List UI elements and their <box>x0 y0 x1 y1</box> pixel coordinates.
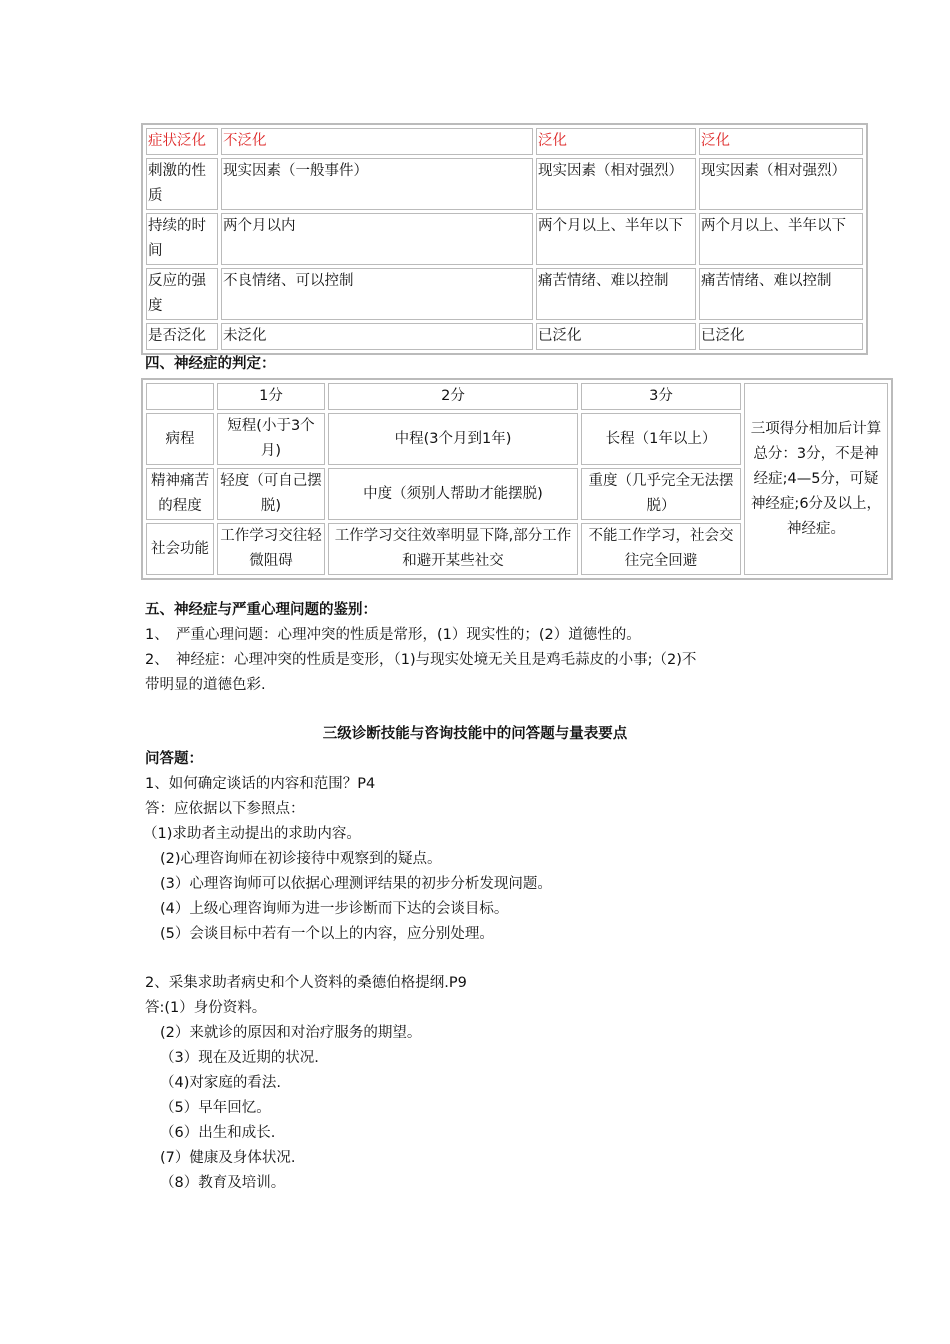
neurosis-scoring-table <box>141 378 893 580</box>
symptom-generalization-table <box>141 123 868 355</box>
section-5-title: 五、神经症与严重心理问题的鉴别： <box>145 602 377 618</box>
table-header-cell: 不泛化 <box>221 128 533 155</box>
table-row <box>146 213 863 265</box>
table-header-cell: 泛化 <box>536 128 696 155</box>
answer-2-item: （3）现在及近期的状况. <box>160 1050 319 1066</box>
table-cell: 现实因素（相对强烈） <box>536 158 696 210</box>
table-cell: 精神痛苦的程度 <box>146 468 214 520</box>
answer-2-item: 答:(1）身份资料。 <box>145 1000 267 1016</box>
table-cell: 短程(小于3个月) <box>217 413 325 465</box>
table-header-row <box>146 128 863 155</box>
table-cell: 未泛化 <box>221 323 533 350</box>
table-cell: 工作学习交往效率明显下降,部分工作和避开某些社交 <box>328 523 578 575</box>
table-cell: 中程(3个月到1年) <box>328 413 578 465</box>
main-title: 三级诊断技能与咨询技能中的问答题与量表要点 <box>322 726 628 742</box>
answer-1-item: (4）上级心理咨询师为进一步诊断而下达的会谈目标。 <box>160 901 509 917</box>
answer-1-item: (2)心理咨询师在初诊接待中观察到的疑点。 <box>160 851 442 867</box>
answer-2-item: （5）早年回忆。 <box>160 1100 271 1116</box>
answer-2-item: （6）出生和成长. <box>160 1125 276 1141</box>
table-cell: 刺激的性质 <box>146 158 218 210</box>
table-cell: 现实因素（相对强烈） <box>699 158 863 210</box>
answer-2-item: (2）来就诊的原因和对治疗服务的期望。 <box>160 1025 422 1041</box>
section-5-item-1: 1、 严重心理问题：心理冲突的性质是常形，(1）现实性的；(2）道德性的。 <box>145 627 641 643</box>
answer-1-item: (3）心理咨询师可以依据心理测评结果的初步分析发现问题。 <box>160 876 552 892</box>
section-5-item-2b: 带明显的道德色彩. <box>145 677 266 693</box>
table-cell: 不良情绪、可以控制 <box>221 268 533 320</box>
answer-2-item: （8）教育及培训。 <box>160 1175 286 1191</box>
table-header-cell: 泛化 <box>699 128 863 155</box>
table-cell: 已泛化 <box>699 323 863 350</box>
table-cell: 长程（1年以上） <box>581 413 741 465</box>
table-header-cell: 3分 <box>581 383 741 410</box>
table-cell: 工作学习交往轻微阻碍 <box>217 523 325 575</box>
answer-2-item: (7）健康及身体状况. <box>160 1150 296 1166</box>
table-cell: 持续的时间 <box>146 213 218 265</box>
total-score-note: 三项得分相加后计算总分：3分，不是神经症;4—5分，可疑神经症;6分及以上，神经症。 <box>744 383 888 575</box>
table-row <box>146 158 863 210</box>
table-row <box>146 323 863 350</box>
table-cell: 轻度（可自己摆脱) <box>217 468 325 520</box>
table-cell: 两个月以上、半年以下 <box>536 213 696 265</box>
answer-1-item: (5）会谈目标中若有一个以上的内容，应分别处理。 <box>160 926 494 942</box>
answer-1-intro: 答：应依据以下参照点： <box>145 801 305 817</box>
table-cell: 社会功能 <box>146 523 214 575</box>
table-cell: 痛苦情绪、难以控制 <box>699 268 863 320</box>
table-header-cell <box>146 383 214 410</box>
section-5-item-2a: 2、 神经症：心理冲突的性质是变形，（1)与现实处境无关且是鸡毛蒜皮的小事;（2)不 <box>145 652 697 668</box>
answer-1-item: （1)求助者主动提出的求助内容。 <box>143 826 361 842</box>
answer-2-item: （4)对家庭的看法. <box>160 1075 281 1091</box>
table-header-cell: 症状泛化 <box>146 128 218 155</box>
table-cell: 中度（须别人帮助才能摆脱) <box>328 468 578 520</box>
table-cell: 反应的强度 <box>146 268 218 320</box>
question-2: 2、采集求助者病史和个人资料的桑德伯格提纲.P9 <box>145 975 467 991</box>
table-cell: 两个月以上、半年以下 <box>699 213 863 265</box>
question-1: 1、如何确定谈话的内容和范围？P4 <box>145 776 376 792</box>
table-header-cell: 2分 <box>328 383 578 410</box>
table-cell: 病程 <box>146 413 214 465</box>
table-header-cell: 1分 <box>217 383 325 410</box>
table-header-row <box>146 383 888 410</box>
table-row <box>146 268 863 320</box>
table-cell: 两个月以内 <box>221 213 533 265</box>
table-cell: 不能工作学习，社会交往完全回避 <box>581 523 741 575</box>
qa-heading: 问答题： <box>145 751 203 767</box>
table-cell: 现实因素（一般事件） <box>221 158 533 210</box>
table-cell: 已泛化 <box>536 323 696 350</box>
table-cell: 重度（几乎完全无法摆脱） <box>581 468 741 520</box>
section-4-title: 四、神经症的判定： <box>145 356 276 372</box>
table-cell: 是否泛化 <box>146 323 218 350</box>
table-cell: 痛苦情绪、难以控制 <box>536 268 696 320</box>
